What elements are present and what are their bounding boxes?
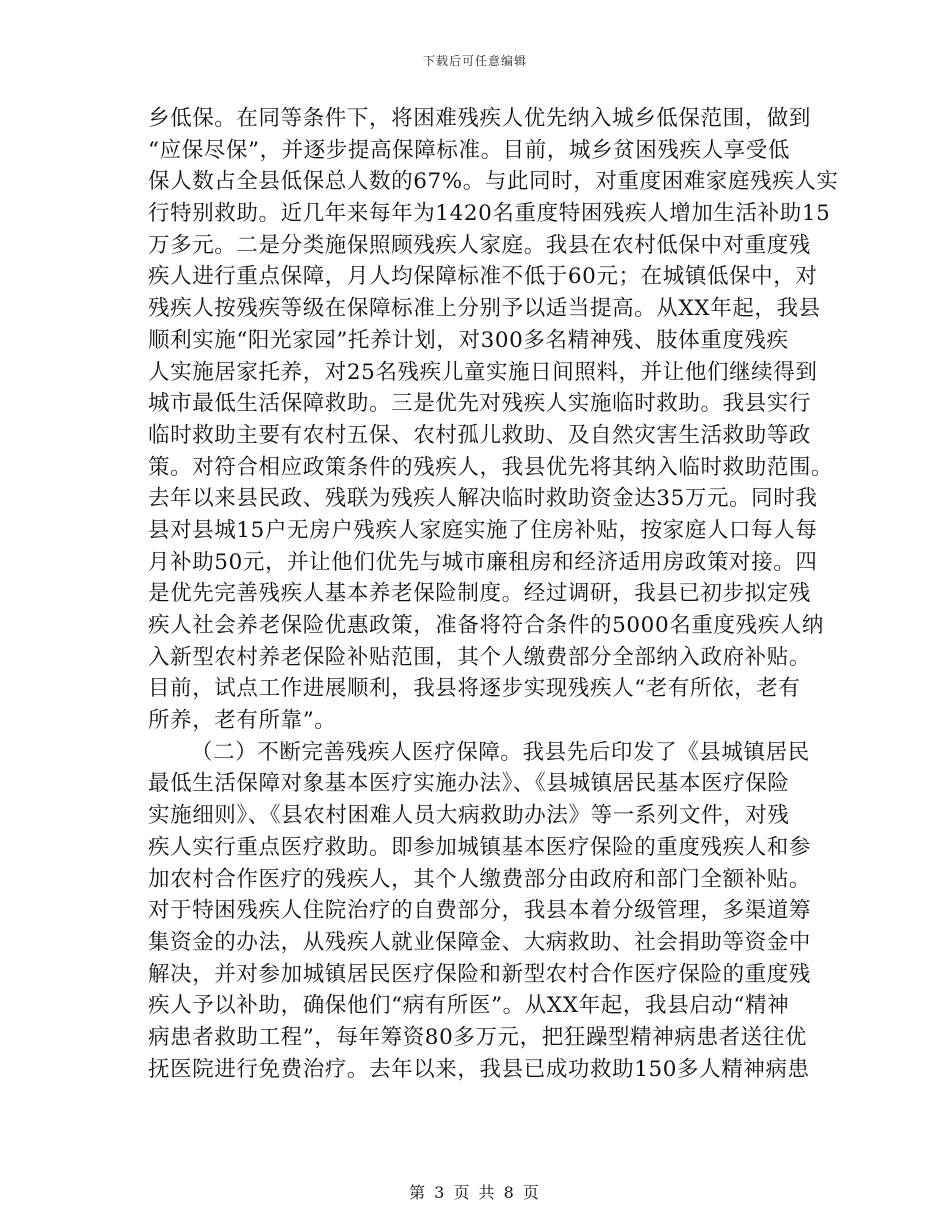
text-line: 保人数占全县低保总人数的67%。与此同时，对重度困难家庭残疾人实 [148, 169, 839, 195]
text-line: 策。对符合相应政策条件的残疾人，我县优先将其纳入临时救助范围。 [148, 454, 834, 480]
text-line: 最低生活保障对象基本医疗实施办法》、《县城镇居民基本医疗保险 [148, 771, 790, 797]
text-line: 目前，试点工作进展顺利，我县将逐步实现残疾人“老有所依，老有 [148, 676, 801, 702]
text-line: 县对县城15户无房户残疾人家庭实施了住房补贴，按家庭人口每人每 [148, 517, 818, 543]
text-line: 实施细则》、《县农村困难人员大病救助办法》等一系列文件，对残 [148, 803, 790, 829]
text-line: 临时救助主要有农村五保、农村孤儿救助、及自然灾害生活救助等政 [148, 422, 812, 448]
text-line: 集资金的办法，从残疾人就业保障金、大病救助、社会捐助等资金中 [148, 929, 812, 955]
text-line: 所养，老有所靠”。 [148, 708, 337, 734]
text-line: 加农村合作医疗的残疾人，其个人缴费部分由政府和部门全额补贴。 [148, 866, 812, 892]
text-line: 疾人实行重点医疗救助。即参加城镇基本医疗保险的重度残疾人和参 [148, 834, 812, 860]
paragraph-social-assistance [148, 103, 839, 737]
text-line: 城市最低生活保障救助。三是优先对残疾人实施临时救助。我县实行 [148, 391, 812, 417]
text-line: 人实施居家托养，对25名残疾儿童实施日间照料，并让他们继续得到 [148, 359, 818, 385]
text-line: 对于特困残疾人住院治疗的自费部分，我县本着分级管理，多渠道筹 [148, 898, 812, 924]
paragraph-medical-security [148, 737, 812, 1086]
document-body [148, 103, 839, 1085]
text-line: 顺利实施“阳光家园”托养计划，对300多名精神残、肢体重度残疾 [148, 327, 789, 353]
text-line: 疾人社会养老保险优惠政策，准备将符合条件的5000名重度残疾人纳 [148, 613, 824, 638]
text-line: 行特别救助。近几年来每年为1420名重度特困残疾人增加生活补助15 [148, 201, 831, 227]
text-line: “应保尽保”，并逐步提高保障标准。目前，城乡贫困残疾人享受低 [148, 137, 790, 163]
text-line: 万多元。二是分类施保照顾残疾人家庭。我县在农村低保中对重度残 [148, 232, 812, 258]
text-line: 入新型农村养老保险补贴范围，其个人缴费部分全部纳入政府补贴。 [148, 644, 812, 670]
text-line: 解决，并对参加城镇居民医疗保险和新型农村合作医疗保险的重度残 [148, 961, 812, 987]
text-line: 病患者救助工程”，每年筹资80多万元，把狂躁型精神病患者送往优 [148, 1024, 807, 1050]
page-header: 下载后可任意编辑 [422, 54, 527, 68]
text-line: 去年以来县民政、残联为残疾人解决临时救助资金达35万元。同时我 [148, 486, 818, 512]
text-line: 月补助50元，并让他们优先与城市廉租房和经济适用房政策对接。四 [148, 549, 818, 575]
text-line: 是优先完善残疾人基本养老保险制度。经过调研，我县已初步拟定残 [148, 581, 812, 607]
text-line: 残疾人按残疾等级在保障标准上分别予以适当提高。从XX年起，我县 [148, 296, 821, 322]
page-number-footer: 第 3 页 共 8 页 [409, 1183, 541, 1202]
text-line: 疾人进行重点保障，月人均保障标准不低于60元；在城镇低保中，对 [148, 264, 818, 290]
text-line: 抚医院进行免费治疗。去年以来，我县已成功救助150多人精神病患 [148, 1056, 810, 1082]
text-line: 疾人予以补助，确保他们“病有所医”。从XX年起，我县启动“精神 [148, 993, 790, 1019]
text-line: 乡低保。在同等条件下，将困难残疾人优先纳入城乡低保范围，做到 [148, 106, 812, 131]
text-line: （二）不断完善残疾人医疗保障。我县先后印发了《县城镇居民 [191, 739, 810, 765]
